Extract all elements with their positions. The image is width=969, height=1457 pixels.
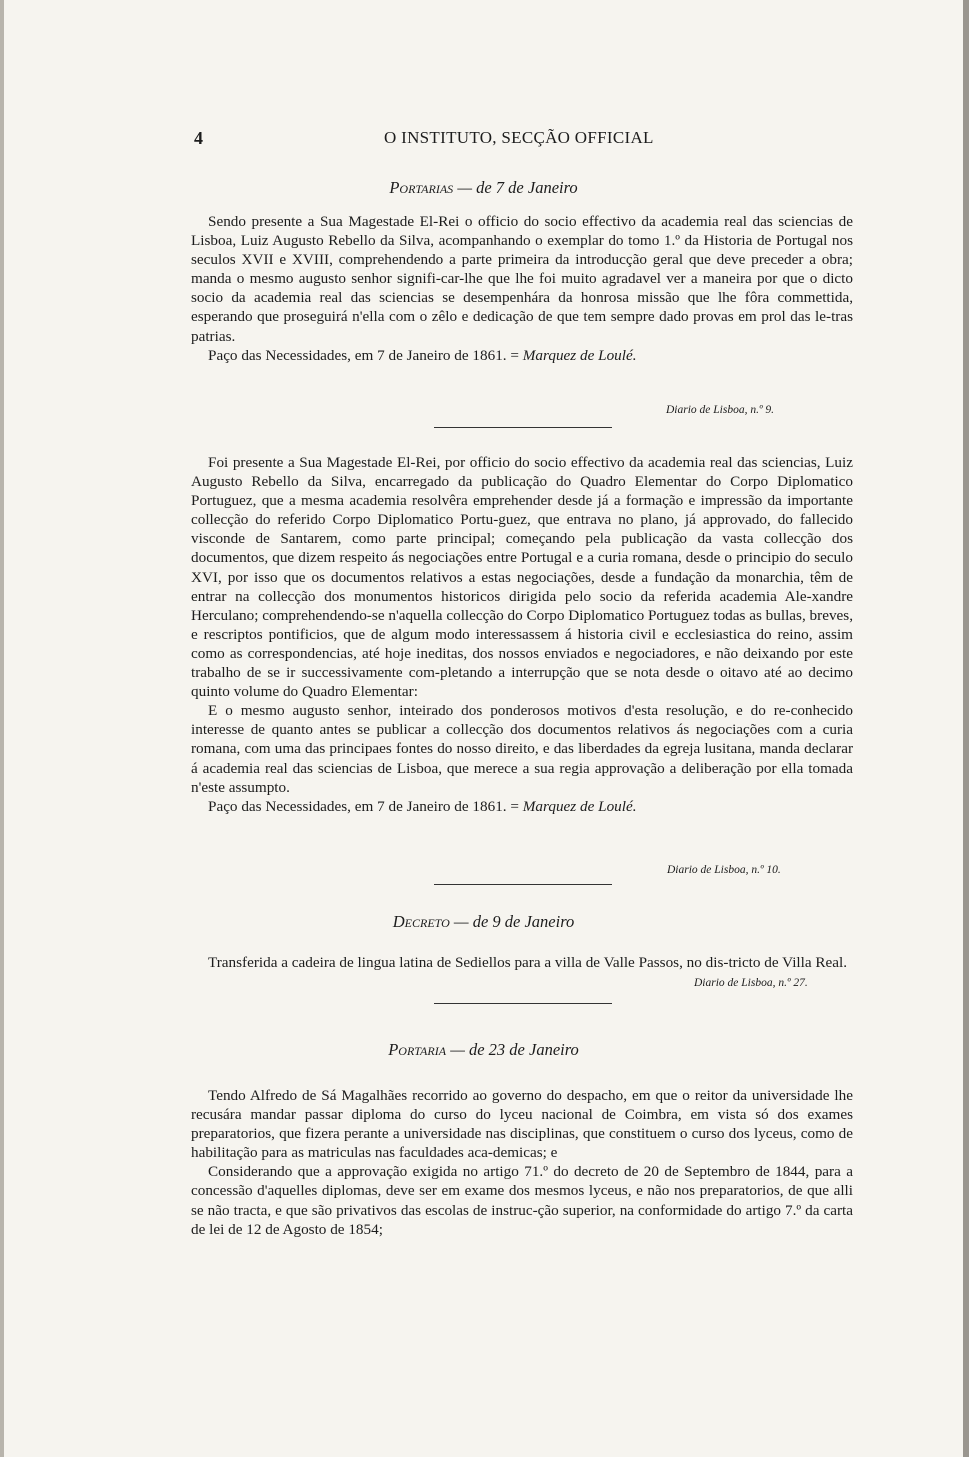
running-title: O INSTITUTO, SECÇÃO OFFICIAL [384,128,654,147]
closing-text: Paço das Necessidades, em 7 de Janeiro de 1861. = [208,346,519,364]
title-date: — de 7 de Janeiro [457,178,578,197]
title-kind: Decreto [392,912,450,931]
section-title-decreto [4,912,963,932]
source-citation: Diario de Lisboa, n.º 9. [666,404,775,416]
paragraph: E o mesmo augusto senhor, inteirado dos ponderosos motivos d'esta resolução, e do re-conhecido interesse de quanto antes se publicar a collecção dos documentos relativos ás negociações com a curia romana, com uma das principaes fontes do nosso direito, e das liberdades da egreja lusitana, manda declarar á academia real das sciencias de Lisboa, que merece a sua regia approvação a deliberação por ella tomada n'este assumpto. [191,702,853,796]
title-date: — de 23 de Janeiro [450,1040,579,1059]
source-citation: Diario de Lisboa, n.º 10. [667,864,781,876]
section-title-portarias [4,178,963,198]
signature: Marquez de Loulé. [522,346,637,364]
section3-body [191,953,853,972]
title-date: — de 9 de Janeiro [453,912,575,931]
section-title-portaria [4,1040,963,1060]
page-number: 4 [194,128,203,148]
signature: Marquez de Loulé. [522,797,637,815]
paragraph: Tendo Alfredo de Sá Magalhães recorrido ao governo do despacho, em que o reitor da universidade lhe recusára mandar passar diploma do curso do lyceu nacional de Coimbra, em vista só dos exames preparatorios, que fizera perante a universidade nas disciplinas, que constituem o curso dos lyceus, como de habilitação para as matriculas nas faculdades aca-demicas; e [191,1087,853,1162]
paragraph: Transferida a cadeira de lingua latina de Sediellos para a villa de Valle Passos, no dis-tricto de Villa Real. [208,954,848,971]
section2-body [191,453,853,816]
paragraph: Considerando que a approvação exigida no artigo 71.º do decreto de 20 de Septembro de 1844, para a concessão d'aquelles diplomas, deve ser em exame dos mesmos lyceus, e não nos preparatorios, de que alli se não tracta, e que são privativos das escolas de instruc-ção superior, na conformidade do artigo 7.º da carta de lei de 12 de Agosto de 1854; [191,1163,853,1238]
source-citation: Diario de Lisboa, n.º 27. [694,977,808,989]
paragraph: Foi presente a Sua Magestade El-Rei, por officio do socio effectivo da academia real das sciencias, Luiz Augusto Rebello da Silva, encarregado da publicação do Quadro Elementar do Corpo Diplomatico Portuguez, que a mesma academia resolvêra emprehender desde já a formação e impressão da importante collecção do referido Corpo Diplomatico Portu-guez, que entrava no plano, já approvado, do fallecido visconde de Santarem, como parte principal; começando pela publicação da vasta collecção dos documentos, que dizem respeito ás negociações entre Portugal e a curia romana, desde o principio do seculo XVI, por isso que os documentos relativos a estas negociações, desde a fundação da monarchia, têm de entrar na collecção dos monumentos historicos dirigida pelo socio da referida academia Ale-xandre Herculano; comprehendendo-se n'aquella collecção do Corpo Diplomatico Portuguez todas as bullas, breves, e rescriptos pontificios, que de algum modo interessassem á historia civil e ecclesiastica do reino, assim como as correspondencias, até hoje ineditas, dos nossos enviados e negociadores, e não deixando por este trabalho de se ir successivamente com-pletando a interrupção que se nota desde o oitavo até ao decimo quinto volume do Quadro Elementar: [191,454,853,701]
title-kind: Portaria [388,1040,447,1059]
title-kind: Portarias [389,178,454,197]
section4-body [191,1086,853,1239]
closing-text: Paço das Necessidades, em 7 de Janeiro de 1861. = [208,797,519,815]
divider [434,1003,612,1004]
closing-line [191,797,853,816]
closing-line [191,346,853,365]
divider [434,884,612,885]
divider [434,427,612,428]
section1-body [191,212,853,365]
paragraph: Sendo presente a Sua Magestade El-Rei o officio do socio effectivo da academia real das sciencias de Lisboa, Luiz Augusto Rebello da Silva, acompanhando o exemplar do tomo 1.º da Historia de Portugal nos seculos XVII e XVIII, comprehendendo a parte primeira da introducção geral que deve preceder a obra; manda o mesmo augusto senhor signifi-car-lhe que lhe foi muito agradavel ver a maneira por que o dicto socio da academia real das sciencias se desempenhára da honrosa missão que lhe fôra commettida, esperando que proseguirá n'ella com o zêlo e dedicação de que tem sempre dado provas em prol das le-tras patrias. [191,213,853,345]
